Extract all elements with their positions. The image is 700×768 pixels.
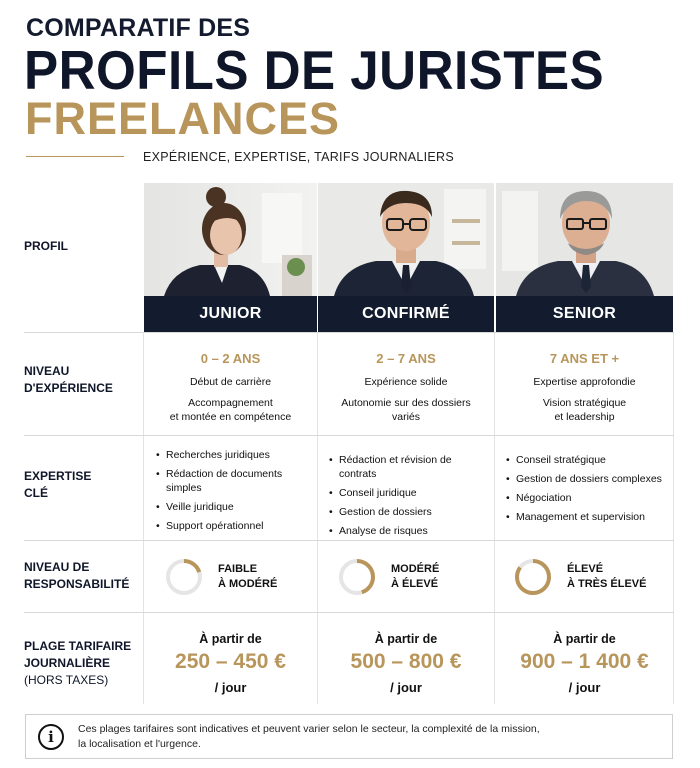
list-item: • Gestion de dossiers	[329, 505, 491, 519]
price-range: 900 – 1 400 €	[520, 650, 649, 673]
junior-photo	[144, 183, 317, 296]
price-from: À partir de	[374, 632, 438, 646]
experience-desc: Expertise approfondie	[533, 376, 636, 388]
list-item: • Veille juridique	[156, 500, 311, 514]
responsibility-label: MODÉRÉ	[391, 563, 440, 575]
responsibility-senior	[513, 557, 646, 597]
years-senior: 7 ANS ET +	[549, 351, 620, 366]
list-item: • Négociation	[506, 491, 671, 505]
responsibility-junior	[164, 557, 277, 597]
row-label-expertise: EXPERTISE CLÉ	[24, 469, 92, 500]
experience-cell-confirme	[318, 351, 494, 424]
footnote-box	[25, 714, 673, 759]
row-label-experience: NIVEAU D'EXPÉRIENCE	[24, 364, 113, 395]
row-divider	[24, 332, 674, 333]
responsibility-confirme	[337, 557, 439, 597]
list-item: • Support opérationnel	[156, 519, 311, 533]
experience-desc: Début de carrière	[189, 376, 272, 388]
row-divider	[24, 612, 674, 613]
level-header-confirme: CONFIRMÉ	[318, 296, 494, 332]
price-unit: / jour	[568, 680, 601, 695]
column-divider	[673, 333, 674, 704]
experience-cell-senior	[496, 351, 673, 424]
price-junior	[144, 632, 317, 695]
price-range: 500 – 800 €	[350, 650, 462, 673]
responsibility-label: À MODÉRÉ	[218, 578, 278, 590]
price-unit: / jour	[214, 680, 247, 695]
responsibility-label: À TRÈS ÉLEVÉ	[567, 578, 647, 590]
experience-detail: et montée en compétence	[169, 411, 292, 423]
list-item: • Conseil juridique	[329, 486, 491, 500]
responsibility-label: FAIBLE	[218, 563, 258, 575]
list-item: • Conseil stratégique	[506, 453, 671, 467]
experience-detail: Vision stratégique	[542, 397, 627, 409]
row-divider	[24, 435, 674, 436]
list-item: • Analyse de risques	[329, 524, 491, 538]
years-junior: 0 – 2 ANS	[200, 351, 261, 366]
expertise-list-confirme	[329, 453, 491, 543]
footnote-text	[78, 722, 540, 752]
confirme-portrait-image	[318, 183, 494, 296]
list-item: • Rédaction de documents simples	[156, 467, 311, 495]
expertise-list-senior	[506, 453, 671, 529]
years-confirme: 2 – 7 ANS	[376, 351, 436, 366]
price-from: À partir de	[199, 632, 262, 646]
price-unit: / jour	[390, 680, 422, 695]
experience-detail: et leadership	[554, 411, 615, 423]
list-item: • Gestion de dossiers complexes	[506, 472, 671, 486]
column-divider	[494, 333, 495, 704]
price-range: 250 – 450 €	[175, 650, 286, 673]
page-title: PROFILS DE JURISTES	[24, 39, 605, 101]
gold-divider	[26, 156, 124, 157]
info-icon: i	[38, 724, 64, 750]
experience-detail: variés	[391, 411, 420, 423]
price-from: À partir de	[553, 632, 616, 646]
level-header-senior: SENIOR	[496, 296, 673, 332]
junior-portrait-image	[144, 183, 317, 296]
level-header-junior: JUNIOR	[144, 296, 317, 332]
responsibility-ring-icon	[513, 557, 553, 597]
footnote-line: Ces plages tarifaires sont indicatives et peuvent varier selon le secteur, la complexité de la mission,	[78, 722, 540, 735]
experience-detail: Accompagnement	[188, 397, 273, 409]
subtitle: EXPÉRIENCE, EXPERTISE, TARIFS JOURNALIERS	[143, 150, 454, 164]
responsibility-label: À ÉLEVÉ	[391, 578, 439, 590]
responsibility-ring-icon	[164, 557, 204, 597]
expertise-list-junior	[156, 448, 311, 538]
row-label-responsabilite: NIVEAU DE RESPONSABILITÉ	[24, 560, 130, 591]
confirme-photo	[318, 183, 494, 296]
responsibility-ring-icon	[337, 557, 377, 597]
experience-cell-junior	[144, 351, 317, 424]
title-highlight: FREELANCES	[25, 93, 341, 144]
title-top: COMPARATIF DES	[26, 14, 251, 42]
list-item: • Recherches juridiques	[156, 448, 311, 462]
list-item: • Rédaction et révision de contrats	[329, 453, 491, 481]
senior-portrait-image	[496, 183, 673, 296]
footnote-line: la localisation et l'urgence.	[78, 737, 201, 750]
experience-desc: Expérience solide	[364, 376, 448, 388]
price-senior	[496, 632, 673, 695]
responsibility-label: ÉLEVÉ	[567, 563, 604, 575]
price-confirme	[318, 632, 494, 695]
senior-photo	[496, 183, 673, 296]
list-item: • Management et supervision	[506, 510, 671, 524]
experience-detail: Autonomie sur des dossiers	[341, 397, 471, 409]
row-label-profil: PROFIL	[24, 239, 68, 253]
row-label-tarif: PLAGE TARIFAIRE JOURNALIÈRE (HORS TAXES)	[24, 639, 132, 687]
